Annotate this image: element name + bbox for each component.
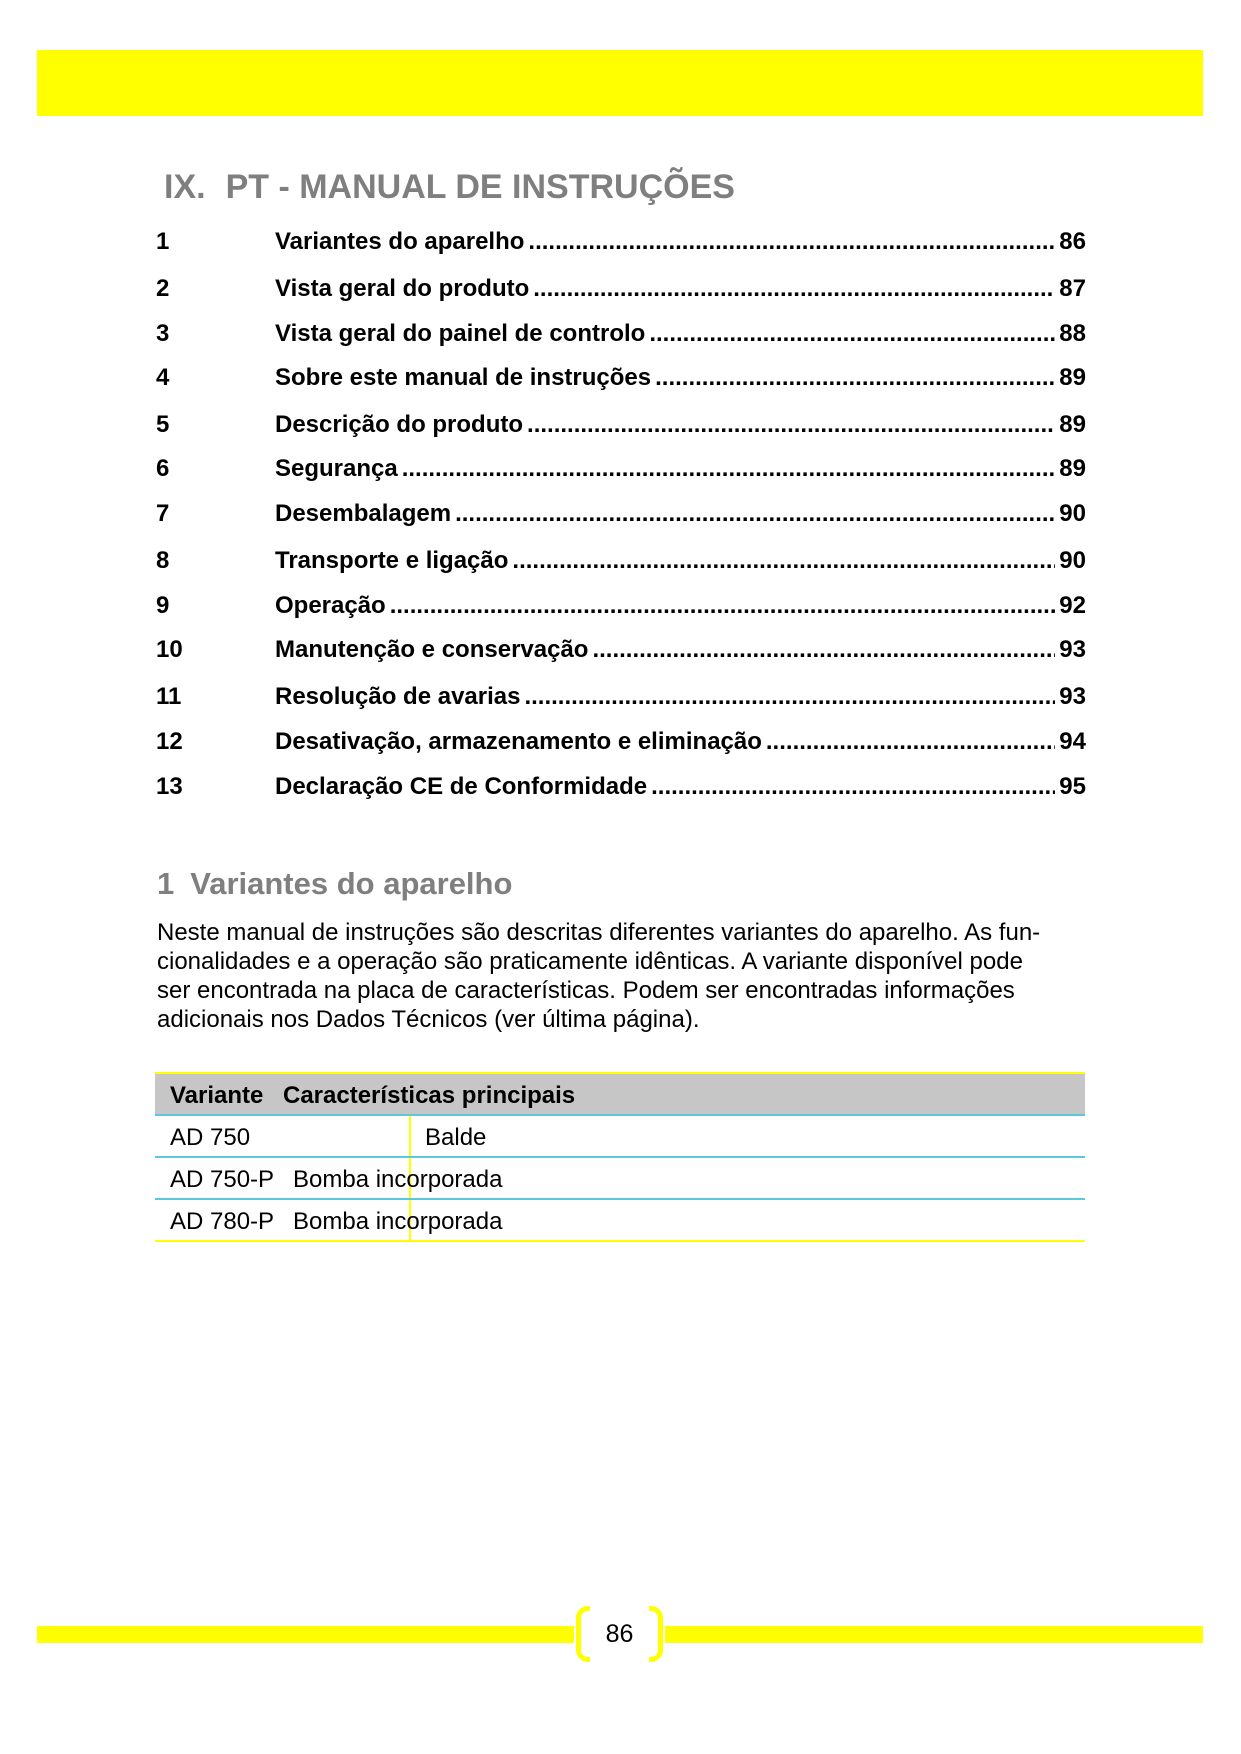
toc-entry[interactable] <box>156 411 1086 447</box>
toc-entry[interactable] <box>156 320 1086 356</box>
toc-title: Segurança <box>275 455 398 482</box>
toc-number: 10 <box>156 636 183 663</box>
toc-leader-dots <box>524 683 1055 711</box>
toc-entry[interactable] <box>156 636 1086 672</box>
toc-title: Resolução de avarias <box>275 683 521 710</box>
toc-number: 8 <box>156 547 170 574</box>
page-title <box>164 168 735 207</box>
footer-yellow-bar-right <box>665 1626 1203 1643</box>
toc-title: Vista geral do produto <box>275 275 530 302</box>
variant-cell: AD 750 <box>170 1124 251 1151</box>
toc-page: 88 <box>1059 320 1086 347</box>
page-number-box <box>574 1606 665 1662</box>
header-cell-variante: Variante <box>170 1082 264 1109</box>
section-heading <box>157 866 512 902</box>
toc-number: 12 <box>156 728 183 755</box>
toc-entry[interactable] <box>156 500 1086 536</box>
toc-leader-dots <box>649 320 1055 348</box>
toc-number: 7 <box>156 500 170 527</box>
paragraph-line: ser encontrada na placa de características. Podem ser encontradas informações <box>157 977 1015 1004</box>
toc-number: 6 <box>156 455 170 482</box>
header-yellow-bar <box>37 50 1203 116</box>
feature-cell: Balde <box>425 1124 487 1151</box>
feature-cell: Bomba incorporada <box>293 1208 503 1235</box>
toc-number: 1 <box>156 228 170 255</box>
page-title-text: PT - MANUAL DE INSTRUÇÕES <box>225 168 735 206</box>
toc-leader-dots <box>592 636 1055 664</box>
toc-page: 92 <box>1059 592 1086 619</box>
variants-table <box>155 1072 1085 1242</box>
toc-leader-dots <box>533 275 1055 303</box>
toc-entry[interactable] <box>156 592 1086 628</box>
toc-leader-dots <box>512 547 1055 575</box>
table-row <box>155 1116 1085 1158</box>
toc-leader-dots <box>402 455 1056 483</box>
table-row <box>155 1200 1085 1242</box>
page-title-number: IX. <box>164 168 206 206</box>
toc-title: Transporte e ligação <box>275 547 509 574</box>
toc-entry[interactable] <box>156 275 1086 311</box>
toc-number: 5 <box>156 411 170 438</box>
toc-leader-dots <box>766 728 1055 756</box>
toc-title: Desembalagem <box>275 500 452 527</box>
table-row <box>155 1158 1085 1200</box>
section-title: Variantes do aparelho <box>190 866 513 901</box>
toc-page: 89 <box>1059 455 1086 482</box>
table-header-row <box>155 1074 1085 1116</box>
footer-yellow-bar-left <box>37 1626 574 1643</box>
toc-entry[interactable] <box>156 547 1086 583</box>
left-brace-icon <box>576 1606 590 1662</box>
toc-entry[interactable] <box>156 455 1086 491</box>
toc-title: Operação <box>275 592 386 619</box>
feature-cell: Bomba incorporada <box>293 1166 503 1193</box>
toc-entry[interactable] <box>156 728 1086 764</box>
paragraph-line: adicionais nos Dados Técnicos (ver última página). <box>157 1006 700 1033</box>
toc-page: 86 <box>1059 228 1086 255</box>
paragraph-line: Neste manual de instruções são descritas diferentes variantes do aparelho. As fun- <box>157 919 1041 946</box>
toc-entry[interactable] <box>156 773 1086 809</box>
toc-title: Desativação, armazenamento e eliminação <box>275 728 762 755</box>
toc-title: Declaração CE de Conformidade <box>275 773 648 800</box>
toc-leader-dots <box>527 411 1055 439</box>
variant-cell: AD 750-P <box>170 1166 275 1193</box>
toc-entry[interactable] <box>156 683 1086 719</box>
toc-title: Vista geral do painel de controlo <box>275 320 646 347</box>
toc-leader-dots <box>655 364 1055 392</box>
variant-cell: AD 780-P <box>170 1208 275 1235</box>
toc-page: 89 <box>1059 364 1086 391</box>
toc-entry[interactable] <box>156 228 1086 264</box>
toc-page: 87 <box>1059 275 1086 302</box>
toc-page: 94 <box>1059 728 1086 755</box>
header-cell-caracteristicas: Características principais <box>283 1082 576 1109</box>
toc-number: 13 <box>156 773 183 800</box>
toc-title: Descrição do produto <box>275 411 524 438</box>
paragraph-line: cionalidades e a operação são praticamente idênticas. A variante disponível pode <box>157 948 1023 975</box>
toc-leader-dots <box>455 500 1055 528</box>
toc-page: 93 <box>1059 636 1086 663</box>
section-paragraph <box>157 918 1087 1034</box>
toc-number: 9 <box>156 592 170 619</box>
toc-page: 90 <box>1059 547 1086 574</box>
toc-title: Manutenção e conservação <box>275 636 589 663</box>
toc-leader-dots <box>651 773 1055 801</box>
toc-page: 95 <box>1059 773 1086 800</box>
toc-number: 3 <box>156 320 170 347</box>
toc-leader-dots <box>528 228 1055 256</box>
toc-page: 90 <box>1059 500 1086 527</box>
toc-number: 2 <box>156 275 170 302</box>
toc-title: Sobre este manual de instruções <box>275 364 652 391</box>
right-brace-icon <box>649 1606 663 1662</box>
section-number: 1 <box>157 866 175 901</box>
toc-page: 89 <box>1059 411 1086 438</box>
toc-leader-dots <box>390 592 1056 620</box>
toc-title: Variantes do aparelho <box>275 228 525 255</box>
toc-number: 4 <box>156 364 170 391</box>
toc-page: 93 <box>1059 683 1086 710</box>
page-number: 86 <box>605 1619 634 1648</box>
toc-entry[interactable] <box>156 364 1086 400</box>
toc-number: 11 <box>156 683 182 710</box>
